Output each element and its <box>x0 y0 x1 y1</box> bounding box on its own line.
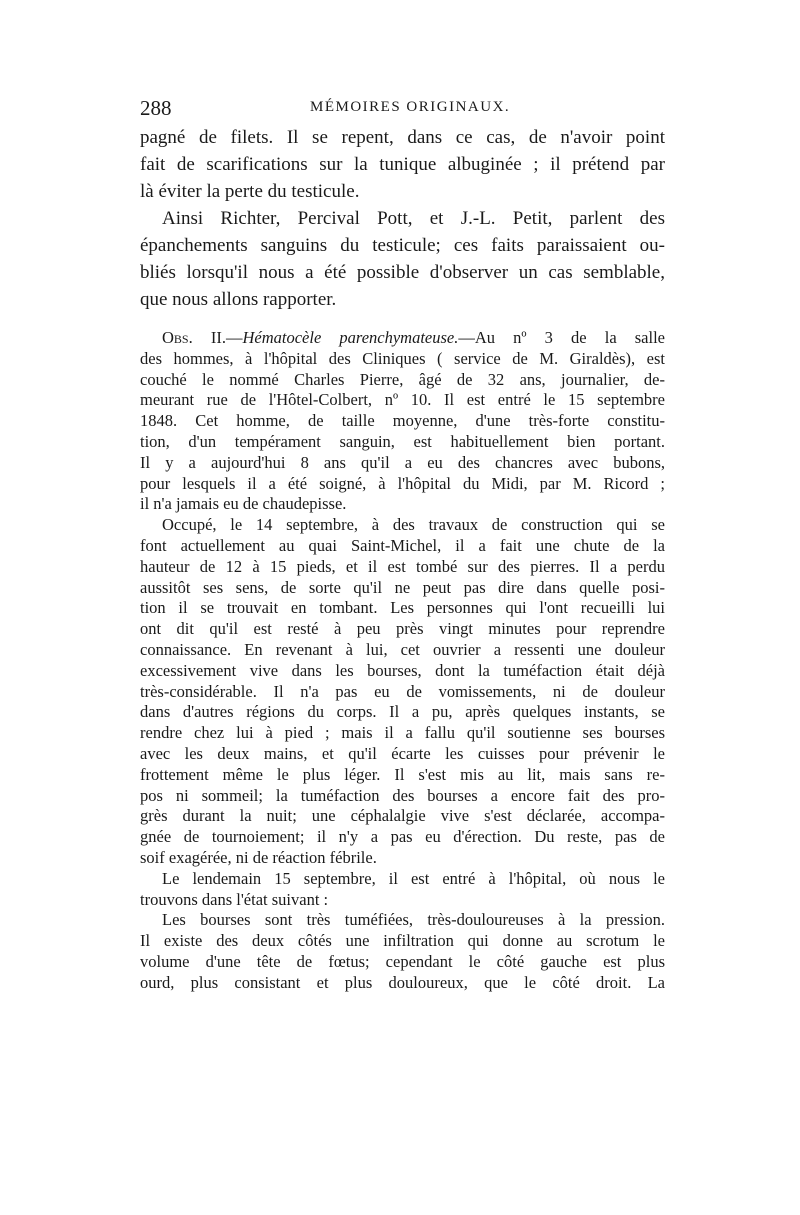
text-line: Le lendemain 15 septembre, il est entré à l'hôpital, où nous le <box>162 868 665 888</box>
text-line: avec les deux mains, et qu'il écarte les cuisses pour prévenir le <box>140 743 665 763</box>
text-line: 1848. Cet homme, de taille moyenne, d'une très-forte constitu- <box>140 411 665 431</box>
text-line: grès durant la nuit; une céphalalgie vive s'est déclarée, accompa- <box>140 806 665 826</box>
text-line: excessivement vive dans les bourses, dont la tuméfaction était déjà <box>140 660 665 680</box>
text-line: trouvons dans l'état suivant : <box>140 889 329 909</box>
text-line: il n'a jamais eu de chaudepisse. <box>140 494 347 514</box>
text-line: Occupé, le 14 septembre, à des travaux de construction qui se <box>162 515 665 535</box>
text-line: hauteur de 12 à 15 pieds, et il est tombé sur des pierres. Il a perdu <box>140 556 665 576</box>
text-line: pos ni sommeil; la tuméfaction des bourses a encore fait des pro- <box>140 785 665 805</box>
text-line: meurant rue de l'Hôtel-Colbert, nº 10. Il est entré le 15 septembre <box>140 390 665 410</box>
text-line: rendre chez lui à pied ; mais il a fallu qu'il soutienne ses bourses <box>140 723 665 743</box>
page-header <box>140 96 665 122</box>
text-line: ourd, plus consistant et plus douloureux, que le côté droit. La <box>140 972 665 992</box>
text-line: fait de scarifications sur la tunique albuginée ; il prétend par <box>140 154 665 175</box>
text-line: Il existe des deux côtés une infiltration qui donne au scrotum le <box>140 931 665 951</box>
text-line: aussitôt ses sens, de sorte qu'il ne peut pas dire dans quelle posi- <box>140 577 665 597</box>
text-line: volume d'une tête de fœtus; cependant le côté gauche est plus <box>140 951 665 971</box>
observation-block <box>140 328 665 994</box>
text-line: tion il se trouvait en tombant. Les personnes qui l'ont recueilli lui <box>140 598 665 618</box>
text-line: connaissance. En revenant à lui, cet ouvrier a ressenti une douleur <box>140 639 665 659</box>
observation-title-dash: — <box>458 328 475 347</box>
page-number: 288 <box>140 96 172 120</box>
text-line: tion, d'un tempérament sanguin, est habituellement bien portant. <box>140 431 665 451</box>
text-line: là éviter la perte du testicule. <box>140 181 360 202</box>
text-line: pour lesquels il a été soigné, à l'hôpital du Midi, par M. Ricord ; <box>140 473 665 493</box>
text-line: Il y a aujourd'hui 8 ans qu'il a eu des chancres avec bubons, <box>140 452 665 472</box>
text-line: frottement même le plus léger. Il s'est mis au lit, mais sans re- <box>140 764 665 784</box>
text-line: ont dit qu'il est resté à peu près vingt minutes pour reprendre <box>140 619 665 639</box>
observation-title: Hématocèle parenchymateuse. <box>242 328 459 347</box>
text-line: très-considérable. Il n'a pas eu de vomissements, ni de douleur <box>140 681 665 701</box>
observation-heading-line <box>140 328 665 349</box>
text-line: Ainsi Richter, Percival Pott, et J.-L. Petit, parlent des <box>162 208 665 229</box>
observation-dash: — <box>225 328 243 347</box>
body-text <box>140 124 665 994</box>
running-head: MÉMOIRES ORIGINAUX. <box>310 99 511 115</box>
text-line: épanchements sanguins du testicule; ces faits paraissaient ou- <box>140 235 665 256</box>
text-line: font actuellement au quai Saint-Michel, il a fait une chute de la <box>140 535 665 555</box>
opening-paragraphs <box>140 124 665 313</box>
text-line: Les bourses sont très tuméfiées, très-douloureuses à la pression. <box>162 910 665 930</box>
text-line: que nous allons rapporter. <box>140 289 337 310</box>
observation-label: Obs. II. <box>162 328 226 347</box>
text-line: bliés lorsqu'il nous a été possible d'observer un cas semblable, <box>140 262 665 283</box>
observation-first-line-rest: Au nº 3 de la salle <box>474 328 665 347</box>
text-line: couché le nommé Charles Pierre, âgé de 32 ans, journalier, de- <box>140 369 665 389</box>
text-line: des hommes, à l'hôpital des Cliniques ( service de M. Giraldès), est <box>140 348 665 368</box>
text-line: soif exagérée, ni de réaction fébrile. <box>140 847 377 867</box>
text-line: dans d'autres régions du corps. Il a pu, après quelques instants, se <box>140 702 665 722</box>
text-line: pagné de filets. Il se repent, dans ce cas, de n'avoir point <box>140 127 665 148</box>
text-line: gnée de tournoiement; il n'y a pas eu d'érection. Du reste, pas de <box>140 827 665 847</box>
